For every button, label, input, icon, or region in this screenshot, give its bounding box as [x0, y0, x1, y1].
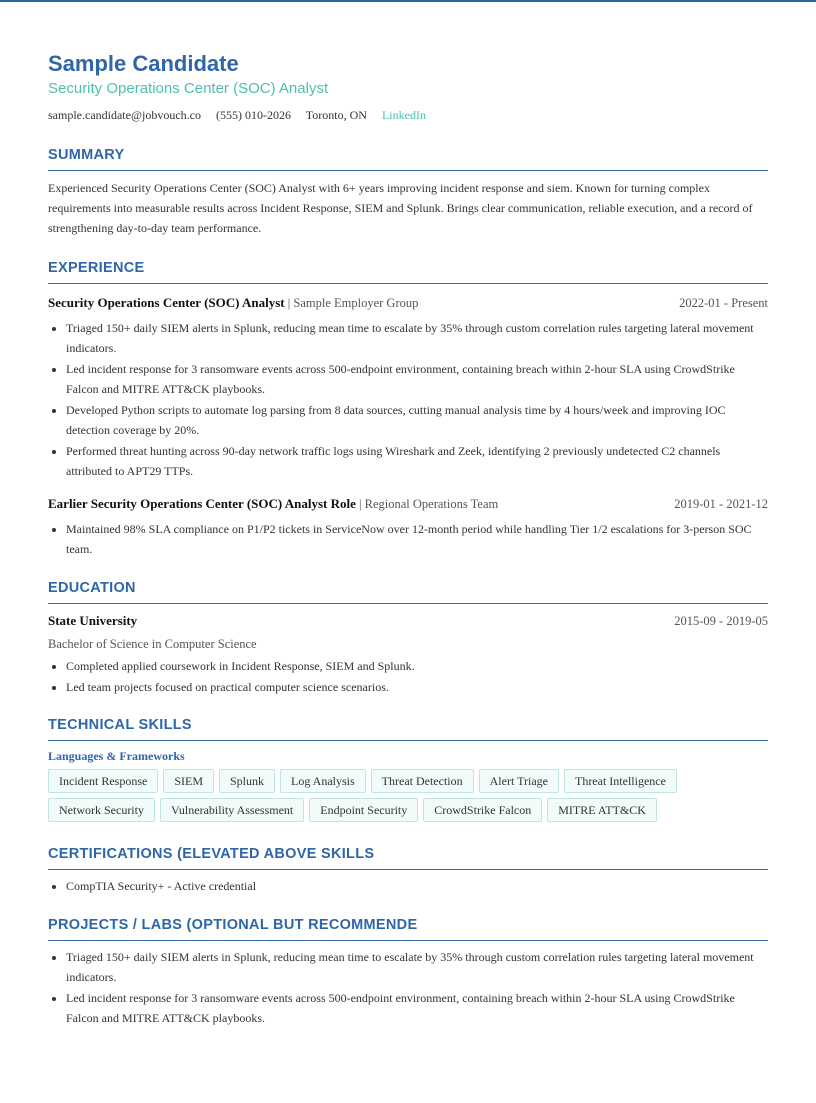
list-item: • Led team projects focused on practical computer science scenarios. [66, 677, 768, 697]
skill-chip: Threat Detection [371, 769, 474, 793]
education-bullets [48, 656, 768, 697]
skill-category: Languages & Frameworks [48, 749, 185, 763]
skill-chip: CrowdStrike Falcon [423, 798, 542, 822]
education-heading: EDUCATION [48, 579, 768, 604]
contact-location: Toronto, ON [305, 108, 367, 122]
list-item: • Developed Python scripts to automate log parsing from 8 data sources, cutting manual analysis time by 4 hours/week and improving IOC detection coverage by 20%. [66, 400, 768, 440]
linkedin-link[interactable]: LinkedIn [381, 108, 426, 122]
certifications-heading: CERTIFICATIONS (ELEVATED ABOVE SKILLS [48, 845, 768, 870]
education-dates: 2015-09 - 2019-05 [674, 614, 768, 628]
list-item: • CompTIA Security+ - Active credential [66, 876, 768, 896]
role-bullets [48, 519, 768, 559]
contact-line [48, 107, 768, 123]
list-item: • Completed applied coursework in Incident Response, SIEM and Splunk. [66, 656, 768, 676]
skill-chip: Log Analysis [280, 769, 366, 793]
list-item: • Triaged 150+ daily SIEM alerts in Splunk, reducing mean time to escalate by 35% through custom correlation rules targeting lateral movement indicators. [66, 947, 768, 987]
role-org: | Sample Employer Group [284, 296, 419, 310]
list-item: • Triaged 150+ daily SIEM alerts in Splunk, reducing mean time to escalate by 35% through custom correlation rules targeting lateral movement indicators. [66, 318, 768, 358]
list-item: • Led incident response for 3 ransomware events across 500-endpoint environment, containing breach within 2-hour SLA using CrowdStrike Falcon and MITRE ATT&CK playbooks. [66, 988, 768, 1028]
resume-page [0, 2, 816, 1028]
projects-list [48, 947, 768, 1028]
education-header [48, 612, 768, 630]
skill-chip: Network Security [48, 798, 155, 822]
role-dates: 2022-01 - Present [679, 296, 768, 310]
list-item: • Maintained 98% SLA compliance on P1/P2 tickets in ServiceNow over 12-month period while handling Tier 1/2 escalations for 3-person SOC team. [66, 519, 768, 559]
certifications-list [48, 876, 768, 896]
skill-chip: Endpoint Security [309, 798, 418, 822]
skill-chip: Threat Intelligence [564, 769, 677, 793]
experience-heading: EXPERIENCE [48, 259, 768, 284]
skill-chip: Alert Triage [479, 769, 559, 793]
school-name: State University [48, 613, 138, 628]
candidate-name: Sample Candidate [48, 51, 239, 76]
experience-role [48, 294, 768, 481]
projects-heading: PROJECTS / LABS (OPTIONAL BUT RECOMMENDE [48, 916, 768, 941]
experience-role [48, 495, 768, 559]
education-entry [48, 612, 768, 697]
contact-phone: (555) 010-2026 [216, 108, 291, 122]
skill-chips [48, 769, 688, 827]
skill-chip: Vulnerability Assessment [160, 798, 304, 822]
role-bullets [48, 318, 768, 481]
skill-chip: MITRE ATT&CK [547, 798, 657, 822]
summary-heading: SUMMARY [48, 146, 768, 171]
role-title: Earlier Security Operations Center (SOC) Analyst Role [48, 496, 356, 511]
skills-heading: TECHNICAL SKILLS [48, 716, 768, 741]
degree: Bachelor of Science in Computer Science [48, 637, 257, 651]
list-item: • Performed threat hunting across 90-day network traffic logs using Wireshark and Zeek, identifying 2 previously undetected C2 channels attributed to APT29 TTPs. [66, 441, 768, 481]
role-org: | Regional Operations Team [355, 497, 499, 511]
skill-chip: SIEM [163, 769, 214, 793]
summary-text: Experienced Security Operations Center (SOC) Analyst with 6+ years improving incident response and siem. Known for turning complex requirements into measurable results across Incident Response, SIEM and Splunk. Brings clear communication, reliable execution, and a record of strengthening day-to-day team performance. [48, 181, 753, 235]
role-header [48, 294, 768, 312]
role-header [48, 495, 768, 513]
role-dates: 2019-01 - 2021-12 [674, 497, 768, 511]
skill-chip: Splunk [219, 769, 275, 793]
role-title: Security Operations Center (SOC) Analyst [48, 295, 285, 310]
skill-chip: Incident Response [48, 769, 158, 793]
list-item: • Led incident response for 3 ransomware events across 500-endpoint environment, containing breach within 2-hour SLA using CrowdStrike Falcon and MITRE ATT&CK playbooks. [66, 359, 768, 399]
candidate-title: Security Operations Center (SOC) Analyst [48, 80, 329, 97]
contact-email: sample.candidate@jobvouch.co [48, 108, 201, 122]
